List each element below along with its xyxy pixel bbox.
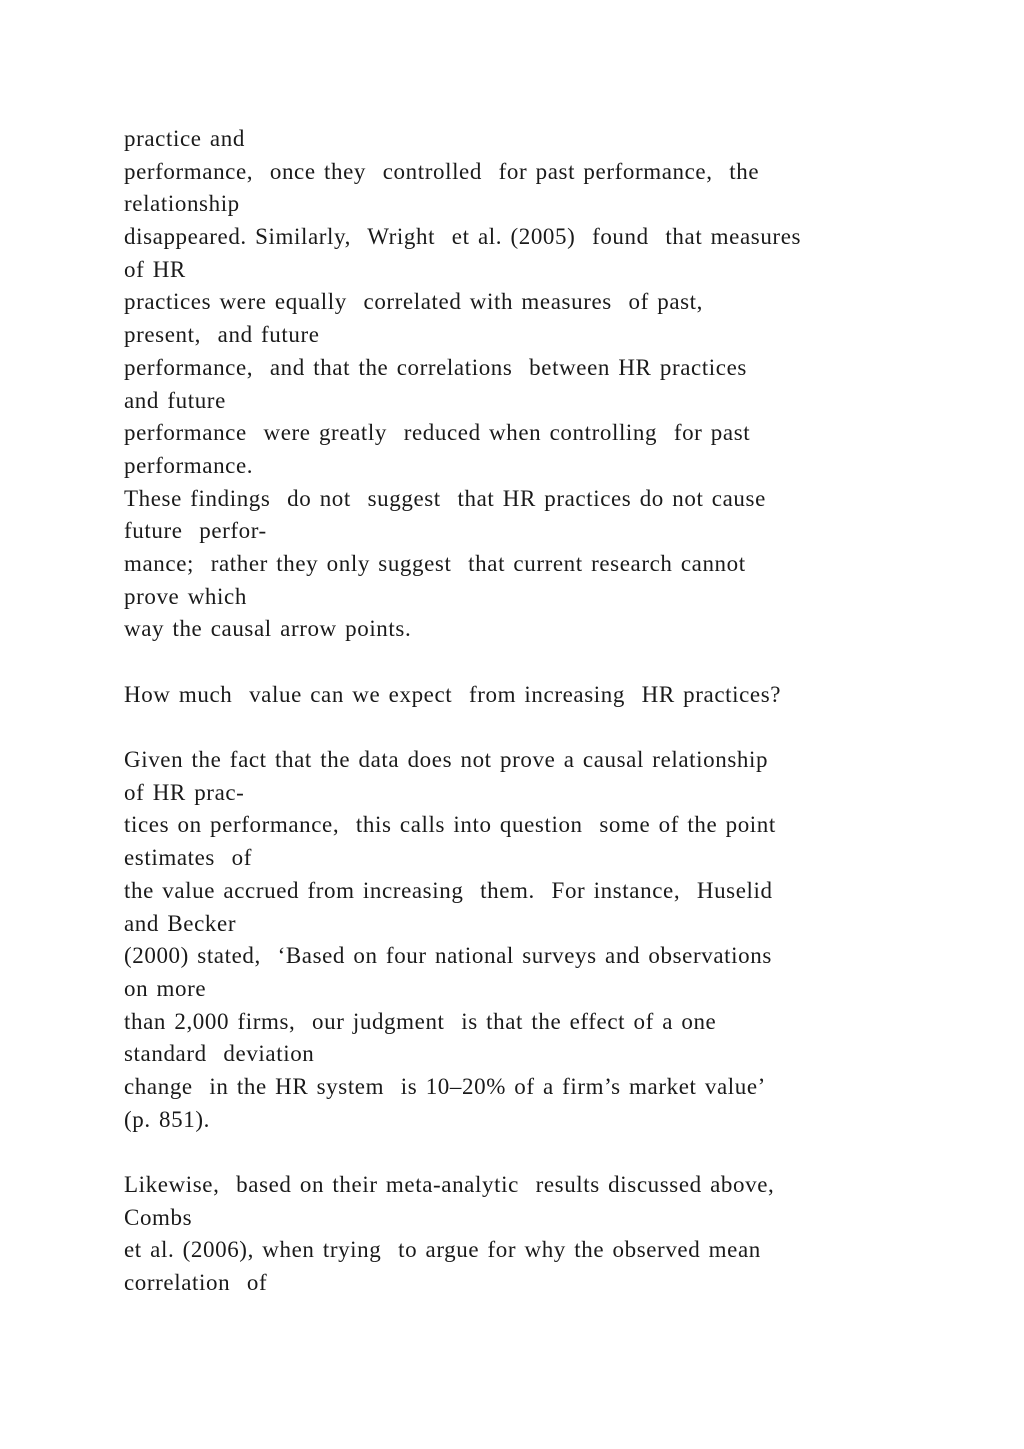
text-line: prove which [124, 583, 247, 609]
blank-line [124, 646, 924, 679]
text-line: estimates of [124, 845, 253, 871]
blank-line [124, 1136, 924, 1169]
text-line: and future [124, 387, 226, 413]
text-line: performance. [124, 452, 254, 478]
text-line: performance were greatly reduced when controlling for past [124, 420, 751, 446]
text-line: way the causal arrow points. [124, 616, 412, 642]
text-line: standard deviation [124, 1041, 315, 1067]
text-line: of HR prac- [124, 779, 245, 805]
text-line: (p. 851). [124, 1106, 210, 1132]
text-line: on more [124, 975, 207, 1001]
text-line: and Becker [124, 910, 237, 936]
text-line: et al. (2006), when trying to argue for why the observed mean [124, 1237, 761, 1263]
text-line: of HR [124, 256, 186, 282]
text-line: mance; rather they only suggest that current research cannot [124, 550, 746, 576]
text-line: than 2,000 firms, our judgment is that the effect of a one [124, 1008, 717, 1034]
text-line: present, and future [124, 322, 320, 348]
text-line: performance, and that the correlations between HR practices [124, 354, 747, 380]
section-heading: How much value can we expect from increasing HR practices? [124, 681, 782, 707]
text-line: tices on performance, this calls into question some of the point [124, 812, 776, 838]
text-line: future perfor- [124, 518, 267, 544]
blank-line [124, 711, 924, 744]
text-line: (2000) stated, ‘Based on four national surveys and observations [124, 943, 772, 969]
text-line: Given the fact that the data does not prove a causal relationship [124, 747, 769, 773]
text-line: performance, once they controlled for past performance, the [124, 158, 760, 184]
text-line: These findings do not suggest that HR practices do not cause [124, 485, 766, 511]
text-line: Combs [124, 1204, 193, 1230]
text-line: relationship [124, 191, 240, 217]
text-line: Likewise, based on their meta-analytic results discussed above, [124, 1172, 775, 1197]
text-line: disappeared. Similarly, Wright et al. (2005) found that measures [124, 224, 802, 250]
text-line: the value accrued from increasing them. For instance, Huselid [124, 877, 773, 903]
text-line: change in the HR system is 10–20% of a firm’s market value’ [124, 1073, 766, 1099]
body-text [124, 123, 924, 1300]
text-line: practices were equally correlated with measures of past, [124, 289, 704, 315]
text-line: practice and [124, 126, 245, 151]
text-line: correlation of [124, 1270, 268, 1296]
